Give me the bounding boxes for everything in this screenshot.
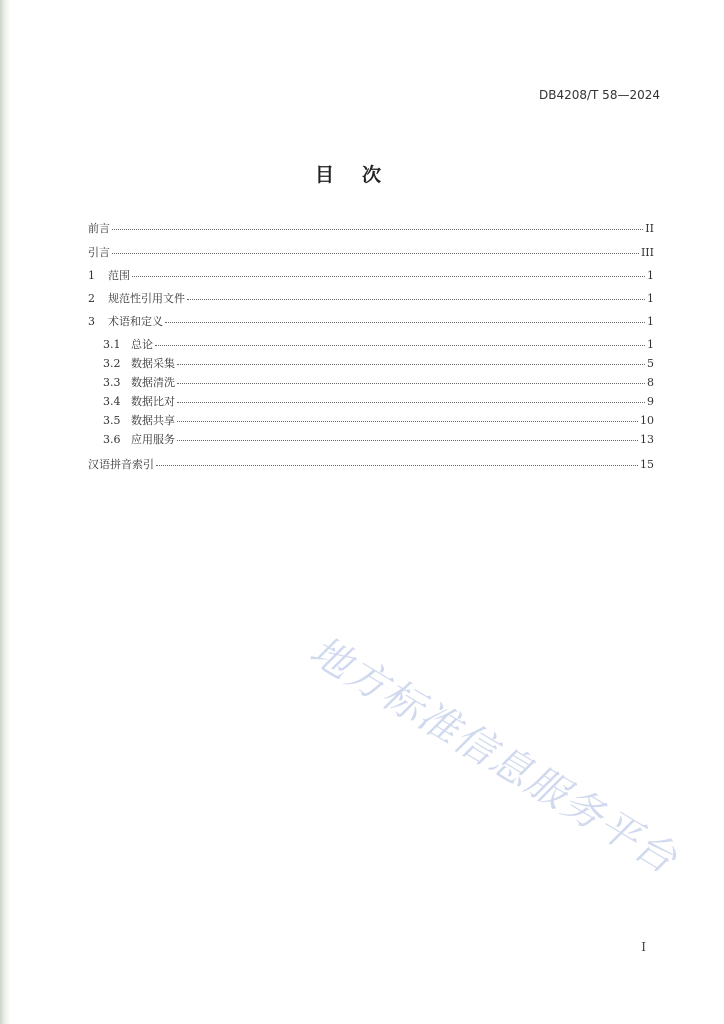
dot-leader [132,276,645,277]
toc-entry-page: 10 [640,414,654,427]
toc-entry-general[interactable] [103,338,654,352]
toc-entry-terms-definitions[interactable] [88,315,654,329]
dot-leader [155,345,645,346]
dot-leader [165,322,645,323]
toc-entry-label: 规范性引用文件 [108,292,185,305]
toc-entry-pinyin-index[interactable] [88,458,654,472]
toc-entry-page: 15 [640,458,654,471]
dot-leader [177,421,638,422]
toc-entry-number: 3 [88,315,95,328]
toc-entry-number: 2 [88,292,95,305]
toc-entry-normative-references[interactable] [88,292,654,306]
dot-leader [156,465,638,466]
toc-entry-label: 范围 [108,269,130,282]
toc-entry-introduction[interactable] [88,246,654,260]
page-number: I [641,940,646,954]
document-code: DB4208/T 58—2024 [538,88,660,102]
toc-entry-label: 汉语拼音索引 [88,458,154,471]
toc-entry-page: 1 [647,315,654,328]
toc-entry-data-sharing[interactable] [103,414,654,428]
toc-entry-label: 应用服务 [131,433,175,446]
toc-entry-label: 数据比对 [131,395,175,408]
dot-leader [177,364,645,365]
toc-entry-page: 9 [647,395,654,408]
dot-leader [177,383,645,384]
toc-entry-page: II [645,222,654,235]
watermark: 地方标准信息服务平台 [301,627,686,884]
dot-leader [177,402,645,403]
toc-entry-label: 术语和定义 [108,315,163,328]
toc-entry-page: 1 [647,269,654,282]
dot-leader [177,440,638,441]
toc-entry-data-comparison[interactable] [103,395,654,409]
toc-entry-scope[interactable] [88,269,654,283]
scan-edge [0,0,10,1024]
toc-entry-number: 3.5 [103,414,121,427]
toc-entry-label: 数据共享 [131,414,175,427]
toc-entry-label: 前言 [88,222,110,235]
toc-entry-page: 1 [647,338,654,351]
toc-entry-label: 数据采集 [131,357,175,370]
dot-leader [112,253,639,254]
toc-entry-page: 1 [647,292,654,305]
toc-entry-page: 5 [647,357,654,370]
toc-entry-label: 总论 [131,338,153,351]
toc-entry-label: 引言 [88,246,110,259]
toc-entry-number: 3.3 [103,376,121,389]
dot-leader [112,229,643,230]
toc-entry-application-services[interactable] [103,433,654,447]
toc-entry-data-cleaning[interactable] [103,376,654,390]
toc-entry-number: 3.4 [103,395,121,408]
toc-entry-foreword[interactable] [88,222,654,236]
toc-entry-number: 3.2 [103,357,121,370]
toc-entry-number: 3.1 [103,338,121,351]
toc-entry-data-collection[interactable] [103,357,654,371]
toc-entry-number: 1 [88,269,95,282]
toc-title: 目次 [314,164,409,186]
dot-leader [187,299,645,300]
toc-entry-page: III [640,246,654,259]
toc-entry-page: 13 [640,433,654,446]
toc-entry-label: 数据清洗 [131,376,175,389]
toc-entry-page: 8 [647,376,654,389]
toc-entry-number: 3.6 [103,433,121,446]
